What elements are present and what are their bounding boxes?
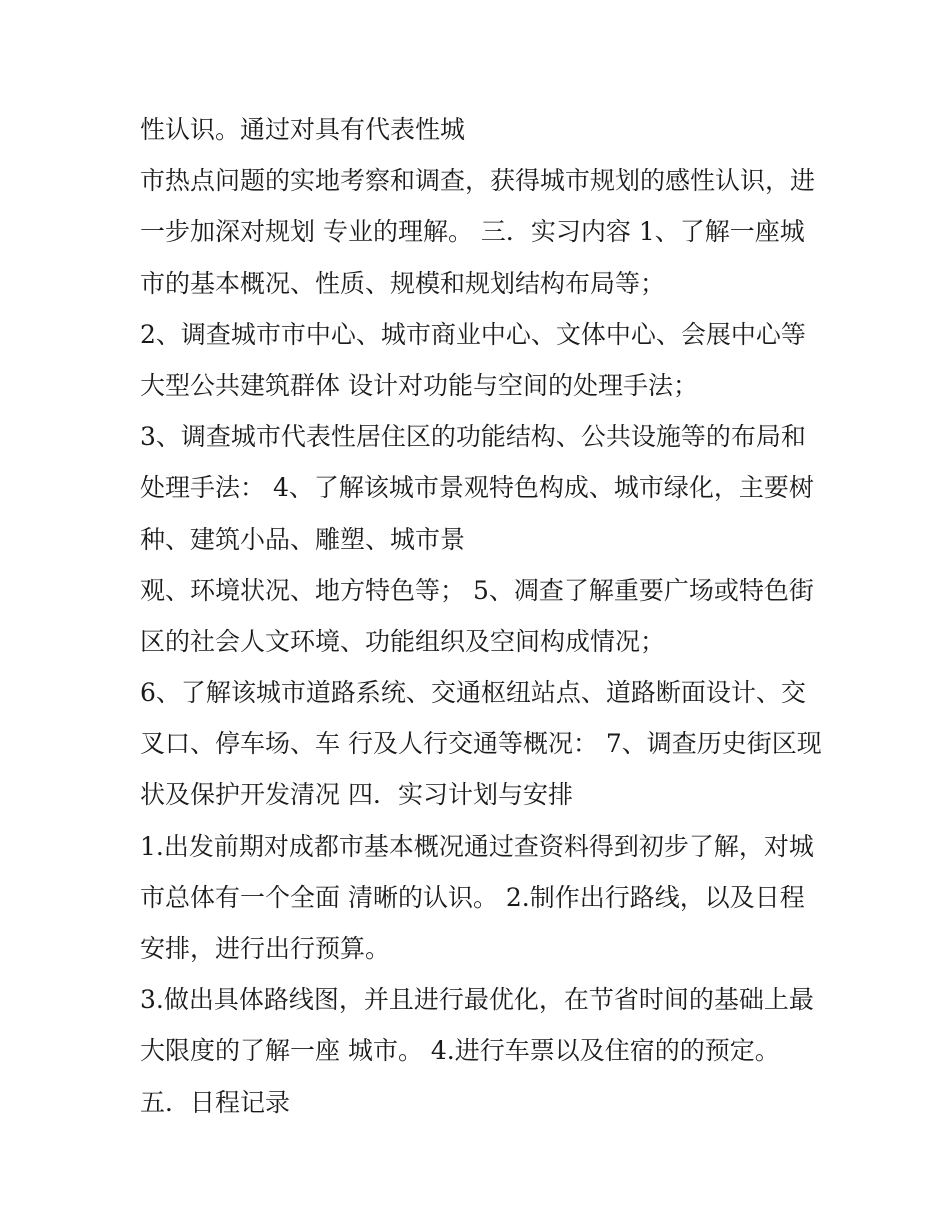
text-line: 3.做出具体路线图，并且进行最优化，在节省时间的基础上最 — [140, 985, 814, 1015]
text-line: 性认识。通过对具有代表性城 — [140, 115, 466, 144]
text-line: 大限度的了解一座 城市。 4.进行车票以及住宿的的预定。 — [140, 1036, 780, 1066]
text-line: 观、环境状况、地方特色等； 5、凋查了解重要广场或特色街 — [140, 575, 814, 605]
text-line: 一步加深对规划 专业的理解。 三．实习内容 1、了解一座城 — [140, 217, 805, 247]
text-line: 市的基本概况、性质、规模和规划结构布局等； — [140, 268, 666, 298]
text-line: 市总体有一个全面 清晰的认识。 2.制作出行路线，以及日程 — [140, 882, 805, 912]
document-body — [140, 104, 830, 1128]
text-line: 2、调查城市市中心、城市商业中心、文体中心、会展中心等 — [140, 319, 806, 349]
text-line: 3、调查城市代表性居住区的功能结构、公共设施等的布局和 — [140, 422, 806, 452]
section-heading: 五．日程记录 — [140, 1087, 291, 1117]
text-line: 叉口、停车场、车 行及人行交通等概况： 7、调查历史街区现 — [140, 729, 822, 759]
text-line: 处理手法： 4、了解该城市景观特色构成、城市绿化，主要树 — [140, 473, 814, 503]
text-line: 大型公共建筑群体 设计对功能与空间的处理手法； — [140, 370, 698, 400]
text-line: 状及保护开发清况 四．实习计划与安排 — [140, 780, 573, 810]
text-line: 安排，进行出行预算。 — [140, 934, 391, 963]
text-line: 6、了解该城市道路系统、交通枢纽站点、道路断面设计、交 — [140, 678, 806, 708]
text-line: 市热点问题的实地考察和调查，获得城市规划的感性认识，进 — [140, 166, 816, 196]
text-line: 区的社会人文环境、功能组织及空间构成情况； — [140, 626, 666, 656]
text-line: 1.出发前期对成都市基本概况通过查资料得到初步了解，对城 — [140, 831, 814, 861]
text-line: 种、建筑小品、雕塑、城市景 — [140, 524, 466, 554]
